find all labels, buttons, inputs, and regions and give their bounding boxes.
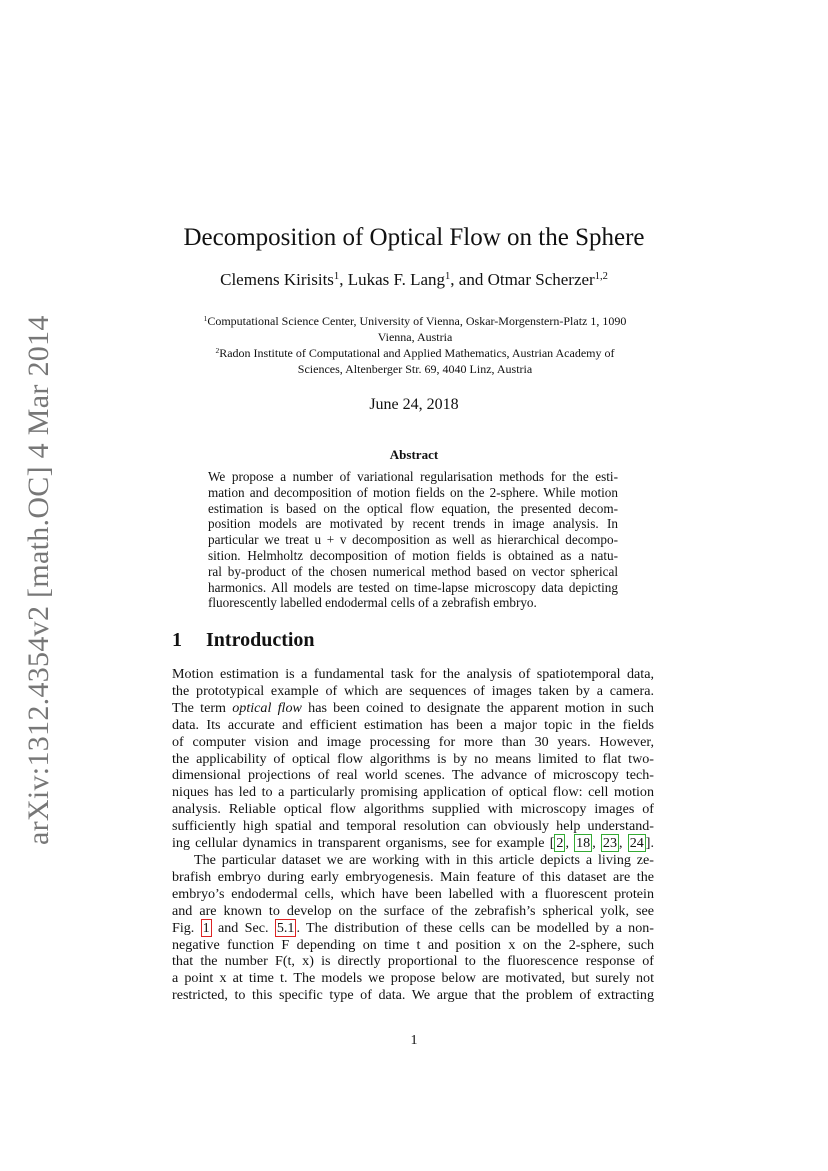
affil-text: Radon Institute of Computational and Applied Mathematics, Austrian Academy of [219, 346, 615, 360]
body-text [172, 666, 654, 1004]
body-line: and are known to develop on the surface of the zebrafish’s spherical yolk, see [172, 902, 654, 919]
body-line [172, 700, 654, 717]
figure-link[interactable]: 1 [202, 919, 210, 936]
affiliation-2 [180, 345, 650, 361]
abstract-line: particular we treat u + v decomposition as well as hierarchical decompo- [208, 532, 618, 548]
body-line [172, 920, 654, 937]
paper-title: Decomposition of Optical Flow on the Sphere [183, 224, 645, 251]
author-name: Lukas F. Lang [347, 270, 446, 289]
body-line: negative function F depending on time t and position x on the 2-sphere, such [172, 936, 654, 953]
body-line: that the number F(t, x) is directly proportional to the fluorescence response of [172, 953, 654, 970]
affiliation-1 [180, 313, 650, 329]
body-line: ing cellular dynamics in transparent organisms, see for example [ 2 , 18 , 23 , 24 ]. [172, 835, 654, 852]
body-line: Motion estimation is a fundamental task for the analysis of spatiotemporal data, [172, 666, 654, 682]
affiliation-1-cont: Vienna, Austria [377, 330, 453, 344]
abstract-heading: Abstract [389, 447, 439, 462]
citation-link[interactable]: 2 [556, 835, 564, 852]
body-line: of computer vision and image processing for more than 30 years. However, [172, 733, 654, 750]
affil-mark: 2 [215, 345, 220, 355]
paper-date: June 24, 2018 [369, 396, 459, 413]
body-line: a point x at time t. The models we propose below are motivated, but surely not [172, 970, 654, 987]
body-line: the applicability of optical flow algorithms is by no means limited to flat two- [172, 750, 654, 767]
body-line: analysis. Reliable optical flow algorithms supplied with microscopy images of [172, 801, 654, 818]
emphasis: optical flow [232, 699, 302, 716]
abstract-line: estimation is based on the optical flow equation, the presented decom- [208, 500, 618, 516]
abstract-line: ral by-product of the chosen numerical method based on vector spherical [208, 563, 618, 579]
text-run: and Sec. [211, 919, 275, 936]
abstract-line: position models are motivated by recent trends in image analysis. In [208, 516, 618, 532]
text-run: . The distribution of these cells can be modelled by a non- [296, 919, 654, 936]
abstract-line: mation and decomposition of motion fields on the 2-sphere. While motion [208, 484, 618, 500]
body-line: The particular dataset we are working with in this article depicts a living ze- [194, 851, 654, 868]
body-line: dimensional projections of real world scenes. The advance of microscopy tech- [172, 767, 654, 784]
page-number: 1 [410, 1033, 418, 1048]
affiliation-2-cont: Sciences, Altenberger Str. 69, 4040 Linz, Austria [297, 362, 533, 376]
abstract-line: sition. Helmholtz decomposition of motion fields is obtained as a natu- [208, 547, 618, 563]
author-affil-mark: 1,2 [594, 271, 608, 283]
arxiv-identifier: arXiv:1312.4354v2 [math.OC] 4 Mar 2014 [22, 315, 55, 845]
abstract-line: fluorescently labelled endodermal cells of a zebrafish embryo. [208, 595, 537, 611]
abstract-body [208, 469, 618, 611]
abstract-line: We propose a number of variational regularisation methods for the esti- [208, 469, 618, 484]
citation-link[interactable]: 24 [629, 835, 644, 852]
text-run: Fig. [172, 919, 201, 936]
body-line: data. Its accurate and efficient estimation has been a major topic in the fields [172, 716, 654, 733]
section-title: Introduction [206, 629, 315, 651]
body-line: the prototypical example of which are sequences of images taken by a camera. [172, 682, 654, 699]
author-list: Clemens Kirisits$^1$, Lukas F. Lang$^1$, and Otmar Scherzer$^{1,2}$ [220, 270, 608, 289]
affil-mark: 1 [203, 313, 208, 323]
text-run: has been coined to designate the apparent motion in such [301, 699, 654, 716]
body-line: restricted, to this specific type of data. We argue that the problem of extracting [172, 987, 654, 1004]
text-run: ing cellular dynamics in transparent organisms, see for example [172, 835, 545, 852]
body-line: brafish embryo during early embryogenesis. Main feature of this dataset are the [172, 868, 654, 885]
section-heading [172, 629, 315, 652]
author-name: and Otmar Scherzer [458, 270, 595, 289]
affil-text: Computational Science Center, University of Vienna, Oskar-Morgenstern-Platz 1, 1090 [207, 314, 627, 328]
body-line: sufficiently high spatial and temporal resolution can obviously help understand- [172, 818, 654, 835]
body-line: niques has led to a particularly promising application of optical flow: cell motion [172, 784, 654, 801]
affiliations [180, 313, 650, 377]
abstract-line: harmonics. All models are tested on time-lapse microscopy data depicting [208, 579, 618, 595]
section-link[interactable]: 5.1 [276, 919, 295, 936]
citation-link[interactable]: 18 [576, 835, 591, 852]
text-run: The term [172, 699, 233, 716]
author-affil-mark: 1 [333, 271, 340, 283]
author-affil-mark: 1 [445, 271, 451, 283]
citation-link[interactable]: 23 [602, 835, 617, 852]
section-number: 1 [172, 629, 182, 651]
body-line: embryo’s endodermal cells, which have been labelled with a fluorescent protein [172, 885, 654, 902]
author-name: Clemens Kirisits [220, 270, 334, 289]
